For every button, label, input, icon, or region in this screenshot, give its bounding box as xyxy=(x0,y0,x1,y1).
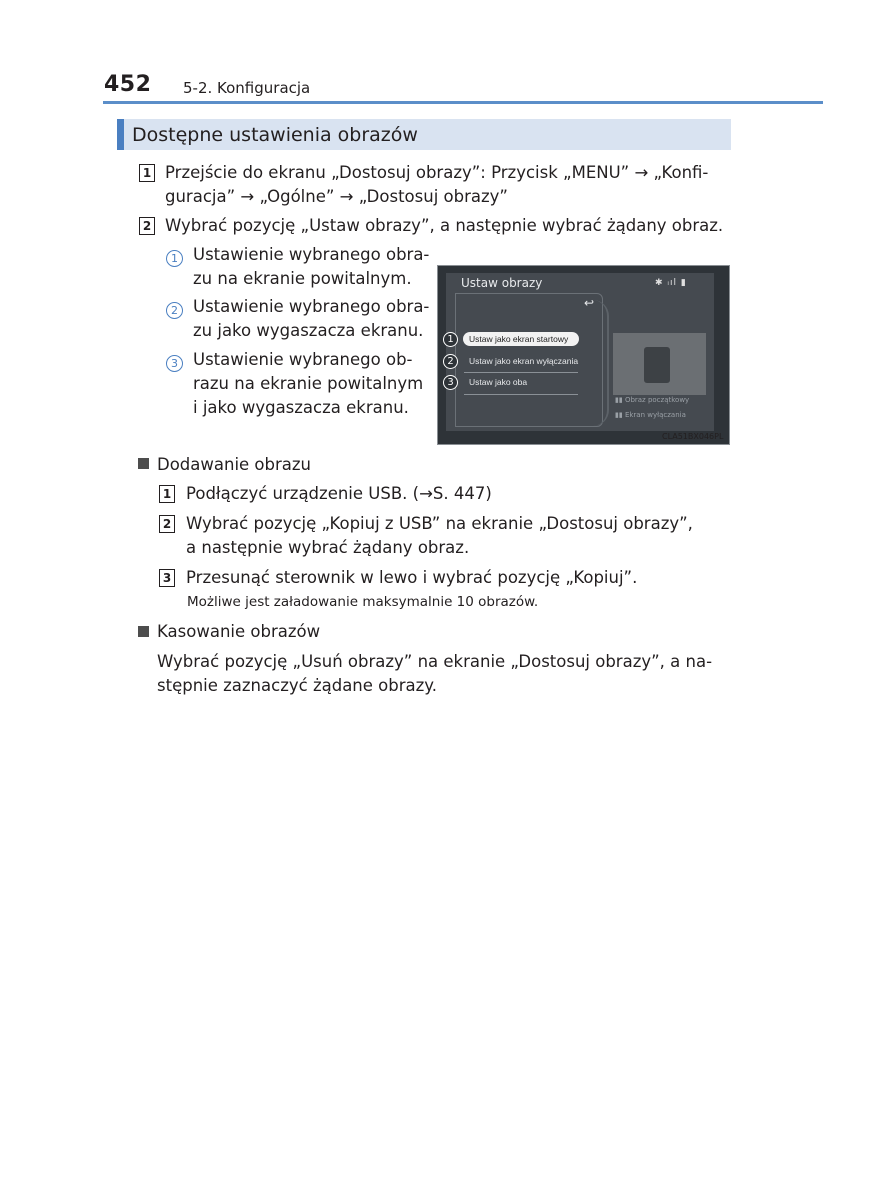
option-2-marker xyxy=(166,299,183,319)
deleting-line-1: Wybrać pozycję „Usuń obrazy” na ekranie „Dostosuj obrazy”, a na- xyxy=(157,652,713,671)
step-number: 2 xyxy=(159,515,175,533)
legend-label: Ekran wyłączania xyxy=(624,411,686,419)
section-path: 5-2. Konfiguracja xyxy=(183,79,311,97)
step-number: 3 xyxy=(159,569,175,587)
legend-label: Obraz początkowy xyxy=(624,396,690,404)
status-icons: ✱ ᵢıl ▮ xyxy=(655,278,687,288)
heading-bullet-icon xyxy=(138,458,149,469)
back-icon[interactable]: ↩ xyxy=(583,296,595,310)
option-2-line-2: zu jako wygaszacza ekranu. xyxy=(193,321,424,340)
option-3-line-3: i jako wygaszacza ekranu. xyxy=(193,398,409,417)
section-title-accent xyxy=(117,119,124,150)
menu-item-set-both[interactable]: Ustaw jako oba xyxy=(469,377,528,387)
legend-startup-image xyxy=(615,396,689,404)
menu-item-set-shutdown[interactable]: Ustaw jako ekran wyłączania xyxy=(469,356,579,366)
option-1-line-2: zu na ekranie powitalnym. xyxy=(193,269,412,288)
step-2-box xyxy=(139,215,155,235)
screen-callout-1: 1 xyxy=(443,332,458,347)
menu-item-set-startup[interactable]: Ustaw jako ekran startowy xyxy=(463,332,579,346)
step-1-line-2: guracja” → „Ogólne” → „Dostosuj obrazy” xyxy=(165,187,508,206)
option-3-marker xyxy=(166,352,183,372)
step-number: 1 xyxy=(139,164,155,182)
adding-step-3-box xyxy=(159,567,175,587)
deleting-heading: Kasowanie obrazów xyxy=(157,622,321,641)
adding-step-3-line-1: Przesunąć sterownik w lewo i wybrać pozycję „Kopiuj”. xyxy=(186,568,638,587)
adding-step-1-box xyxy=(159,483,175,503)
deleting-line-2: stępnie zaznaczyć żądane obrazy. xyxy=(157,676,437,695)
adding-step-1-line-1: Podłączyć urządzenie USB. (→S. 447) xyxy=(186,484,492,503)
screen-title: Ustaw obrazy xyxy=(461,276,543,290)
legend-swatch-icon: ▮▮ xyxy=(615,396,625,404)
adding-step-2-line-2: a następnie wybrać żądany obraz. xyxy=(186,538,470,557)
adding-step-2-line-1: Wybrać pozycję „Kopiuj z USB” na ekranie „Dostosuj obrazy”, xyxy=(186,514,693,533)
circled-number: 1 xyxy=(166,250,183,267)
step-number: 2 xyxy=(139,217,155,235)
menu-divider xyxy=(464,394,578,395)
illustration-code: CLA51BX046PL xyxy=(662,432,724,441)
option-3-line-1: Ustawienie wybranego ob- xyxy=(193,350,413,369)
step-2-line-1: Wybrać pozycję „Ustaw obrazy”, a następnie wybrać żądany obraz. xyxy=(165,216,724,235)
screen-callout-3: 3 xyxy=(443,375,458,390)
heading-bullet-icon xyxy=(138,626,149,637)
option-1-line-1: Ustawienie wybranego obra- xyxy=(193,245,430,264)
menu-scroll-arc xyxy=(593,300,609,426)
step-1-line-1: Przejście do ekranu „Dostosuj obrazy”: Przycisk „MENU” → „Konfi- xyxy=(165,163,709,182)
menu-divider xyxy=(464,372,578,373)
circled-number: 3 xyxy=(166,355,183,372)
header-rule xyxy=(103,101,823,104)
legend-shutdown-screen xyxy=(615,411,686,419)
screen-callout-2: 2 xyxy=(443,354,458,369)
legend-swatch-icon: ▮▮ xyxy=(615,411,625,419)
section-title: Dostępne ustawienia obrazów xyxy=(132,124,418,146)
circled-number: 2 xyxy=(166,302,183,319)
step-1-box xyxy=(139,162,155,182)
option-1-marker xyxy=(166,247,183,267)
step-number: 1 xyxy=(159,485,175,503)
preview-object xyxy=(644,347,670,383)
adding-note: Możliwe jest załadowanie maksymalnie 10 obrazów. xyxy=(187,594,539,610)
page-number: 452 xyxy=(104,72,152,97)
option-3-line-2: razu na ekranie powitalnym xyxy=(193,374,424,393)
adding-heading: Dodawanie obrazu xyxy=(157,455,312,474)
option-2-line-1: Ustawienie wybranego obra- xyxy=(193,297,430,316)
adding-step-2-box xyxy=(159,513,175,533)
